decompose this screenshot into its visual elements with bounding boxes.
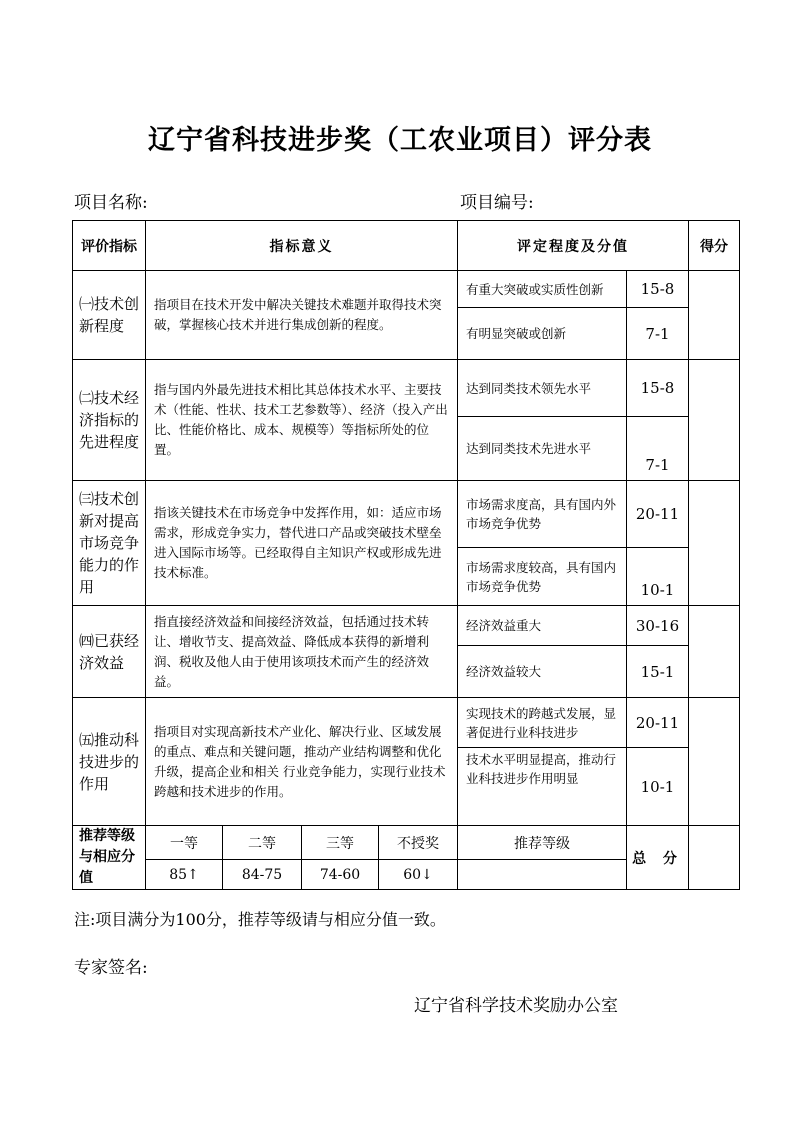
- score-input-cell[interactable]: [689, 271, 740, 360]
- table-row: [73, 698, 740, 748]
- score-input-cell[interactable]: [689, 360, 740, 481]
- grading-row: [73, 826, 740, 860]
- level-cell: 市场需求度较高，具有国内市场竞争优势: [458, 548, 627, 606]
- score-input-cell[interactable]: [689, 698, 740, 826]
- level-cell: 经济效益重大: [458, 606, 627, 646]
- level-cell: 技术水平明显提高，推动行业科技进步作用明显: [458, 748, 627, 826]
- grade-range: 84-75: [223, 860, 302, 890]
- header-indicator: 评价指标: [73, 221, 146, 271]
- points-cell: 15-8: [627, 360, 689, 417]
- document-title: 辽宁省科技进步奖（工农业项目）评分表: [148, 125, 652, 156]
- level-cell: 达到同类技术先进水平: [458, 417, 627, 481]
- points-cell: 20-11: [627, 481, 689, 548]
- level-cell: 经济效益较大: [458, 646, 627, 698]
- level-cell: 市场需求度高，具有国内外市场竞争优势: [458, 481, 627, 548]
- header-row: [73, 221, 740, 271]
- table-row: [73, 271, 740, 308]
- table-row: [73, 360, 740, 417]
- meaning-cell: 指项目对实现高新技术产业化、解决行业、区域发展的重点、难点和关键问题，推动产业结构调整和优化升级，提高企业和相关 行业竞争能力，实现行业技术跨越和技术进步的作用。: [146, 698, 458, 826]
- meaning-cell: 指项目在技术开发中解决关键技术难题并取得技术突破，掌握核心技术并进行集成创新的程度。: [146, 271, 458, 360]
- header-score: 得分: [689, 221, 740, 271]
- grade-name: 三等: [302, 826, 379, 860]
- points-cell: 10-1: [627, 748, 689, 826]
- score-input-cell[interactable]: [689, 481, 740, 606]
- recommend-grade-label: 推荐等级: [458, 826, 627, 860]
- points-cell: 7-1: [627, 308, 689, 360]
- meaning-cell: 指与国内外最先进技术相比其总体技术水平、主要技术（性能、性状、技术工艺参数等）、经济（投入产出比、性能价格比、成本、规模等）等指标所处的位置。: [146, 360, 458, 481]
- points-cell: 20-11: [627, 698, 689, 748]
- points-cell: 10-1: [627, 548, 689, 606]
- grade-range: 85↑: [146, 860, 223, 890]
- total-score-input-cell[interactable]: [689, 826, 740, 890]
- grade-name: 一等: [146, 826, 223, 860]
- level-cell: 实现技术的跨越式发展，显著促进行业科技进步: [458, 698, 627, 748]
- score-input-cell[interactable]: [689, 606, 740, 698]
- total-score-label: 总 分: [627, 826, 689, 890]
- level-cell: 有重大突破或实质性创新: [458, 271, 627, 308]
- table-row: [73, 606, 740, 646]
- grade-range: 60↓: [379, 860, 458, 890]
- issuing-office: 辽宁省科学技术奖励办公室: [414, 996, 618, 1016]
- points-cell: 15-8: [627, 271, 689, 308]
- score-table: [72, 220, 740, 890]
- level-cell: 达到同类技术领先水平: [458, 360, 627, 417]
- points-cell: 30-16: [627, 606, 689, 646]
- grade-name: 二等: [223, 826, 302, 860]
- recommend-grade-input-cell[interactable]: [458, 860, 627, 890]
- grade-range: 74-60: [302, 860, 379, 890]
- indicator-cell: ㈡技术经济指标的先进程度: [73, 360, 146, 481]
- grade-name: 不授奖: [379, 826, 458, 860]
- meaning-cell: 指该关键技术在市场竞争中发挥作用，如：适应市场需求，形成竞争实力，替代进口产品或突破技术壁垒进入国际市场等。已经取得自主知识产权或形成先进技术标准。: [146, 481, 458, 606]
- points-cell: 15-1: [627, 646, 689, 698]
- grading-label: 推荐等级与相应分值: [73, 826, 146, 890]
- points-cell: 7-1: [627, 417, 689, 481]
- header-evaluation: 评定程度及分值: [458, 221, 689, 271]
- project-name-label: 项目名称:: [74, 193, 148, 213]
- header-meaning: 指标意义: [146, 221, 458, 271]
- expert-signature-label: 专家签名:: [74, 958, 148, 978]
- indicator-cell: ㈤推动科技进步的作用: [73, 698, 146, 826]
- level-cell: 有明显突破或创新: [458, 308, 627, 360]
- project-number-label: 项目编号:: [460, 193, 534, 213]
- footnote: 注:项目满分为100分，推荐等级请与相应分值一致。: [74, 910, 446, 929]
- indicator-cell: ㈠技术创新程度: [73, 271, 146, 360]
- indicator-cell: ㈢技术创新对提高市场竞争能力的作用: [73, 481, 146, 606]
- table-row: [73, 481, 740, 548]
- indicator-cell: ㈣已获经济效益: [73, 606, 146, 698]
- meaning-cell: 指直接经济效益和间接经济效益，包括通过技术转让、增收节支、提高效益、降低成本获得的新增利润、税收及他人由于使用该项技术而产生的经济效益。: [146, 606, 458, 698]
